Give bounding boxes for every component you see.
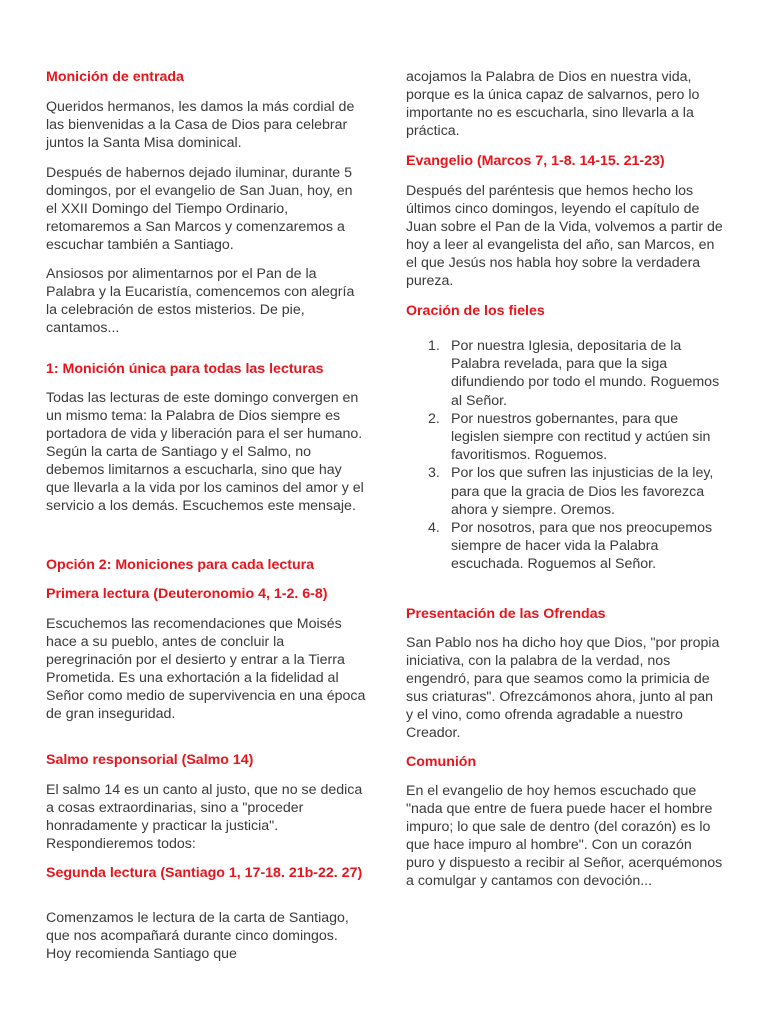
heading-primera-lectura: Primera lectura (Deuteronomio 4, 1-2. 6-8) [46, 586, 328, 602]
heading-monicion-unica: 1: Monición única para todas las lecturas [46, 361, 324, 377]
paragraph-primera-lectura: Escuchemos las recomendaciones que Moisés hace a su pueblo, antes de concluir la peregrinación por el desierto y entrar a la Tierra Prometida. Es una exhortación a la fidelidad al Señor como medio de supervivencia en una época de gran inseguridad. [46, 616, 366, 722]
prayer-item: 4. Por nosotros, para que nos preocupemos siempre de hacer vida la Palabra escuchada. Roguemos al Señor. [428, 520, 713, 573]
paragraph-segunda-lectura: Comenzamos le lectura de la carta de Santiago, que nos acompañará durante cinco domingos. Hoy recomienda Santiago que [46, 910, 349, 962]
heading-evangelio: Evangelio (Marcos 7, 1-8. 14-15. 21-23) [406, 153, 665, 169]
paragraph-evangelio: Después del paréntesis que hemos hecho los últimos cinco domingos, leyendo el capítulo de Juan sobre el Pan de la Vida, volvemos a partir de hoy a leer al evangelista del año, san Marcos, en el que Jesús nos habla hoy sobre la verdadera pureza. [406, 183, 723, 289]
prayer-item: 1. Por nuestra Iglesia, depositaria de la Palabra revelada, para que la siga difundiendo por todo el mundo. Roguemos al Señor. [428, 338, 720, 409]
prayer-item: 3. Por los que sufren las injusticias de la ley, para que la gracia de Dios les favorezca ahora y siempre. Oremos. [428, 465, 714, 518]
heading-ofrendas: Presentación de las Ofrendas [406, 606, 606, 622]
heading-salmo: Salmo responsorial (Salmo 14) [46, 752, 254, 768]
paragraph-lecturas-convergen: Todas las lecturas de este domingo convergen en un mismo tema: la Palabra de Dios siempre es portadora de vida y liberación para el ser humano. Según la carta de Santiago y el Salmo, no debemos limitarnos a escucharla, sino que hay que llevarla a la vida por los caminos del amor y el servicio a los demás. Escuchemos este mensaje. [46, 390, 364, 514]
heading-monicion-entrada: Monición de entrada [46, 69, 184, 85]
prayer-item: 2. Por nuestros gobernantes, para que legislen siempre con rectitud y actúen sin favoritismos. Roguemos. [428, 410, 711, 464]
heading-comunion: Comunión [406, 754, 477, 770]
paragraph-ansiosos: Ansiosos por alimentarnos por el Pan de la Palabra y la Eucaristía, comencemos con alegría la celebración de estos misterios. De pie, cantamos... [46, 266, 355, 336]
paragraph-salmo: El salmo 14 es un canto al justo, que no se dedica a cosas extraordinarias, sino a "proceder honradamente y practicar la justicia". Respondieremos todos: [46, 782, 363, 852]
prayers-list [406, 337, 724, 574]
paragraph-ofrendas: San Pablo nos ha dicho hoy que Dios, "por propia iniciativa, con la palabra de la verdad, nos engendró, para que seamos como la primicia de sus criaturas". Ofrezcámonos ahora, junto al pan y el vino, como ofrenda agradable a nuestro Creador. [406, 635, 720, 741]
paragraph-comunion: En el evangelio de hoy hemos escuchado que "nada que entre de fuera puede hacer el hombre impuro; lo que sale de dentro (del corazón) es lo que hace impuro al hombre". Con un corazón puro y dispuesto a recibir al Señor, acerquémonos a comulgar y cantamos con devoción... [406, 783, 723, 889]
paragraph-domingos: Después de habernos dejado iluminar, durante 5 domingos, por el evangelio de San Juan, hoy, en el XXII Domingo del Tiempo Ordinario, retomaremos a San Marcos y comenzaremos a escuchar también a Santiago. [46, 165, 353, 253]
paragraph-continuacion: acojamos la Palabra de Dios en nuestra vida, porque es la única capaz de salvarnos, pero lo importante no es escucharla, sino llevarla a la práctica. [406, 69, 700, 139]
heading-segunda-lectura: Segunda lectura (Santiago 1, 17-18. 21b-22. 27) [46, 865, 363, 881]
paragraph-bienvenida: Queridos hermanos, les damos la más cordial de las bienvenidas a la Casa de Dios para celebrar juntos la Santa Misa dominical. [46, 99, 355, 151]
heading-opcion-2: Opción 2: Moniciones para cada lectura [46, 557, 315, 573]
heading-oracion-fieles: Oración de los fieles [406, 303, 545, 319]
